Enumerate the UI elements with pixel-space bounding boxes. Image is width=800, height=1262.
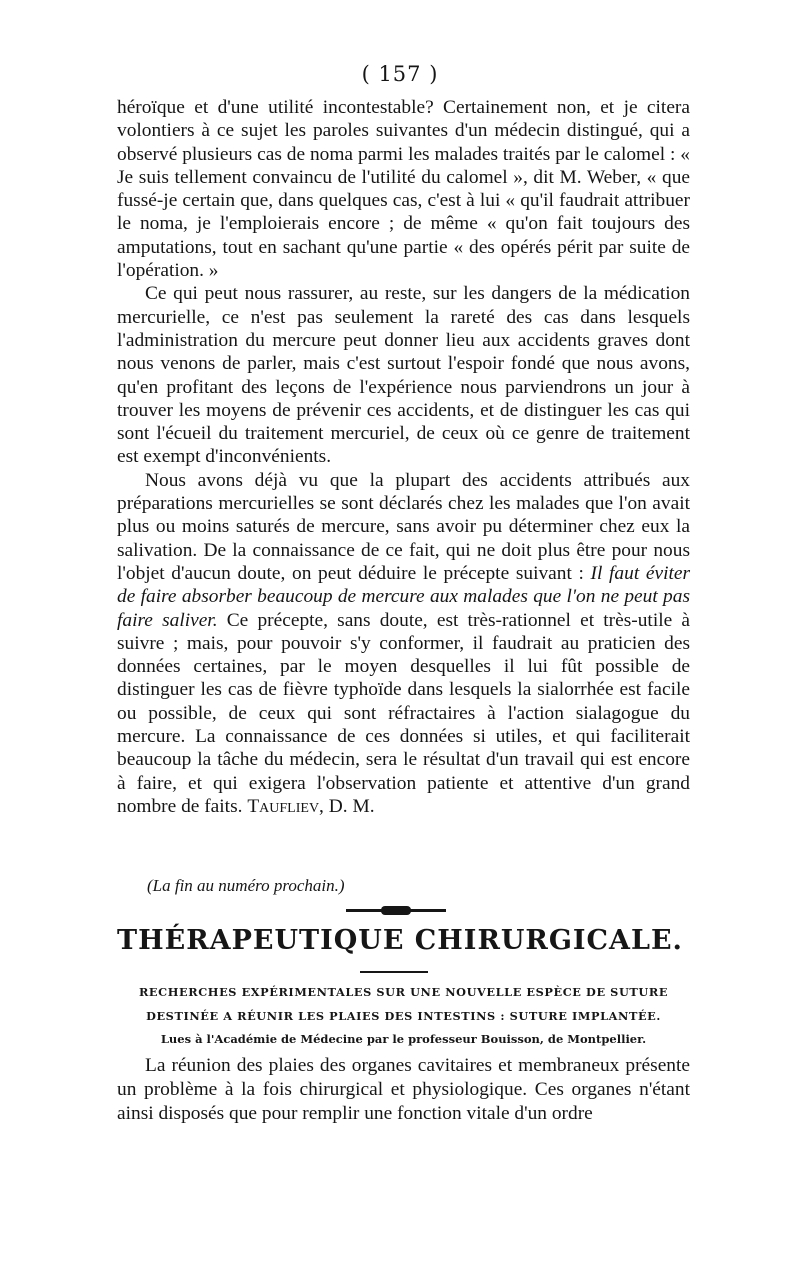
- article-body: [117, 96, 690, 818]
- section-paragraph-1: La réunion des plaies des organes cavitaires et membraneux présente un problème à la fois chirurgical et physiologique. Ces organes n'étant ainsi disposés que pour remplir une fonction vitale d'un ordre: [117, 1055, 690, 1124]
- section-body: [117, 1054, 690, 1126]
- paragraph-3: [117, 469, 690, 818]
- section-title: THÉRAPEUTIQUE CHIRURGICALE.: [117, 925, 683, 956]
- author-signature: Taufliev, D. M.: [247, 795, 375, 817]
- paragraph-3-end: Ce précepte, sans doute, est très-rationnel et très-utile à suivre ; mais, pour pouvoir s'y conformer, il faudrait au praticien des données certaines, par le moyen desquelles il lui fût possible de distinguer les cas de fièvre typhoïde dans lesquels la sialorrhée est facile ou possible, de ceux qui sont réfractaires à l'action sialagogue du mercure. La connaissance de ces données si utiles, et qui faciliterait beaucoup la tâche du médecin, sera le résultat d'un travail qui est encore à faire, et qui exigera l'observation patiente et attentive d'un grand nombre de faits.: [117, 609, 690, 817]
- precept-italic: Il faut éviter de faire absorber beaucoup de mercure aux malades que l'on ne peut pas faire saliver.: [117, 562, 690, 631]
- paragraph-1: héroïque et d'une utilité incontestable? Certainement non, et je citera volontiers à ce sujet les paroles suivantes d'un médecin distingué, qui a observé plusieurs cas de noma parmi les malades traités par le calomel : « Je suis tellement convaincu de l'utilité du calomel », dit M. Weber, « que fussé-je certain que, dans quelques cas, c'est à lui « qu'il faudrait attribuer le noma, je l'emploierais encore ; de même « qu'on fait toujours des amputations, tout en sachant qu'une partie « des opérés périt par suite de l'opération. »: [117, 97, 690, 282]
- paragraph-3-start: Nous avons déjà vu que la plupart des accidents attribués aux préparations mercurielles se sont déclarés chez les malades que l'on avait plus ou moins saturés de mercure, sans avoir pu déterminer chez eux la salivation. De la connaissance de ce fait, qui ne doit plus être pour nous l'objet d'aucun doute, on peut déduire le précepte suivant :: [117, 469, 690, 584]
- paragraph-2: Ce qui peut nous rassurer, au reste, sur les dangers de la médication mercurielle, ce n'est pas seulement la rareté des cas dans lesquels l'administration du mercure peut donner lieu aux accidents graves dont nous venons de parler, mais c'est surtout l'espoir fondé que nous avons, qu'en profitant des leçons de l'expérience nous parviendrons un jour à trouver les moyens de prévenir ces accidents, et de distinguer les cas qui sont l'écueil du traitement mercuriel, de ceux où ce genre de traitement est exempt d'inconvénients.: [117, 283, 690, 468]
- continuation-note: (La fin au numéro prochain.): [147, 876, 345, 895]
- ornamental-rule-center: [381, 906, 411, 915]
- author-line: Lues à l'Académie de Médecine par le professeur Bouisson, de Montpellier.: [160, 1032, 647, 1046]
- page-number: ( 157 ): [361, 62, 439, 86]
- subtitle-line-1: RECHERCHES EXPÉRIMENTALES SUR UNE NOUVELLE ESPÈCE DE SUTURE: [138, 985, 669, 999]
- subtitle-line-2: DESTINÉE A RÉUNIR LES PLAIES DES INTESTINS : SUTURE IMPLANTÉE.: [146, 1009, 661, 1023]
- title-underline: [360, 971, 428, 973]
